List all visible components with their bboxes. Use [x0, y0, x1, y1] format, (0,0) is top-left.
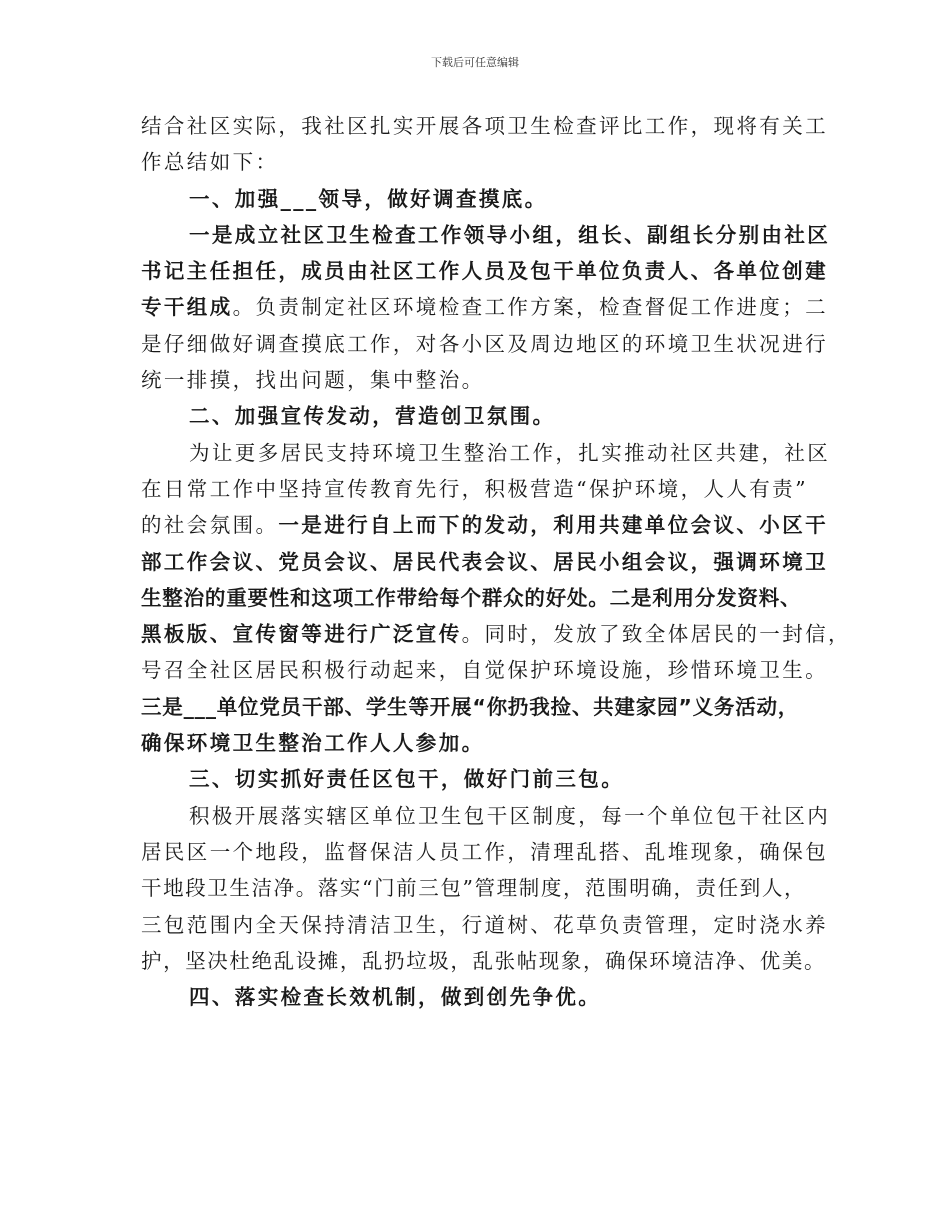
text-segment: 的社会氛围。	[141, 513, 279, 538]
text-segment: 护，坚决杜绝乱设摊，乱扔垃圾，乱张帖现象，确保环境洁净、优美。	[141, 948, 827, 973]
bold-text-segment: 一是成立社区卫生检查工作领导小组，组长、副组长分别由社区	[189, 222, 831, 247]
bold-text-segment: 部工作会议、党员会议、居民代表会议、居民小组会议，强调环境卫	[141, 549, 828, 574]
bold-text-segment: 二、加强宣传发动，营造创卫氛围。	[189, 404, 556, 429]
text-line	[141, 253, 831, 289]
text-segment: 统一排摸，找出问题，集中整治。	[141, 368, 485, 393]
document-body	[141, 108, 851, 1015]
text-line	[141, 580, 831, 616]
bold-text-segment: 三是___单位党员干部、学生等开展“你扔我捡、共建家园”义务活动，	[141, 694, 800, 719]
text-segment: 作总结如下：	[141, 150, 279, 175]
bold-text-segment: 生整治的重要性和这项工作带给每个群众的好处。二是利用分发资料、	[141, 585, 802, 610]
text-line	[141, 507, 831, 543]
text-line	[141, 943, 831, 979]
text-segment: 号召全社区居民积极行动起来，自觉保护环境设施，珍惜环境卫生。	[141, 658, 828, 683]
text-segment: 积极开展落实辖区单位卫生包干区制度，每一个单位包干社区内	[189, 803, 831, 828]
bold-text-segment: 四、落实检查长效机制，做到创先争优。	[189, 985, 602, 1010]
text-segment: 。同时，发放了致全体居民的一封信，	[461, 622, 851, 647]
text-line	[141, 217, 831, 253]
page-header: 下载后可任意编辑	[431, 56, 519, 69]
text-segment: 干地段卫生洁净。落实“门前三包”管理制度，范围明确，责任到人，	[141, 876, 807, 901]
text-line	[141, 471, 831, 507]
text-line	[141, 108, 831, 144]
text-line	[141, 761, 831, 797]
bold-text-segment: 三、切实抓好责任区包干，做好门前三包。	[189, 767, 625, 792]
text-segment: 三包范围内全天保持清洁卫生，行道树、花草负责管理，定时浇水养	[141, 912, 828, 937]
text-line	[141, 435, 831, 471]
text-segment: 。负责制定社区环境检查工作方案，检查督促工作进度；二	[232, 295, 829, 320]
text-line	[141, 398, 831, 434]
bold-text-segment: 一是进行自上而下的发动，利用共建单位会议、小区干	[278, 513, 829, 538]
text-segment: 居民区一个地段，监督保洁人员工作，清理乱搭、乱堆现象，确保包	[141, 839, 828, 864]
text-line	[141, 725, 831, 761]
text-line	[141, 544, 831, 580]
text-segment: 结合社区实际，我社区扎实开展各项卫生检查评比工作，现将有关工	[141, 114, 828, 138]
bold-text-segment: 一、加强___领导，做好调查摸底。	[189, 186, 548, 211]
text-line	[141, 689, 831, 725]
text-line	[141, 144, 831, 180]
text-line	[141, 616, 851, 652]
text-line	[141, 870, 831, 906]
text-line	[141, 798, 831, 834]
bold-text-segment: 专干组成	[141, 295, 233, 320]
text-line	[141, 907, 831, 943]
text-segment: 为让更多居民支持环境卫生整治工作，扎实推动社区共建，社区	[189, 440, 831, 465]
text-line	[141, 181, 831, 217]
text-segment: 在日常工作中坚持宣传教育先行，积极营造“保护环境，人人有责”	[141, 476, 808, 501]
text-line	[141, 652, 831, 688]
bold-text-segment: 确保环境卫生整治工作人人参加。	[141, 731, 485, 756]
bold-text-segment: 书记主任担任，成员由社区工作人员及包干单位负责人、各单位创建	[141, 259, 828, 284]
bold-text-segment: 黑板版、宣传窗等进行广泛宣传	[141, 622, 462, 647]
text-line	[141, 979, 831, 1015]
text-line	[141, 834, 831, 870]
text-segment: 是仔细做好调查摸底工作，对各小区及周边地区的环境卫生状况进行	[141, 331, 828, 356]
text-line	[141, 362, 831, 398]
text-line	[141, 326, 831, 362]
text-line	[141, 289, 831, 325]
